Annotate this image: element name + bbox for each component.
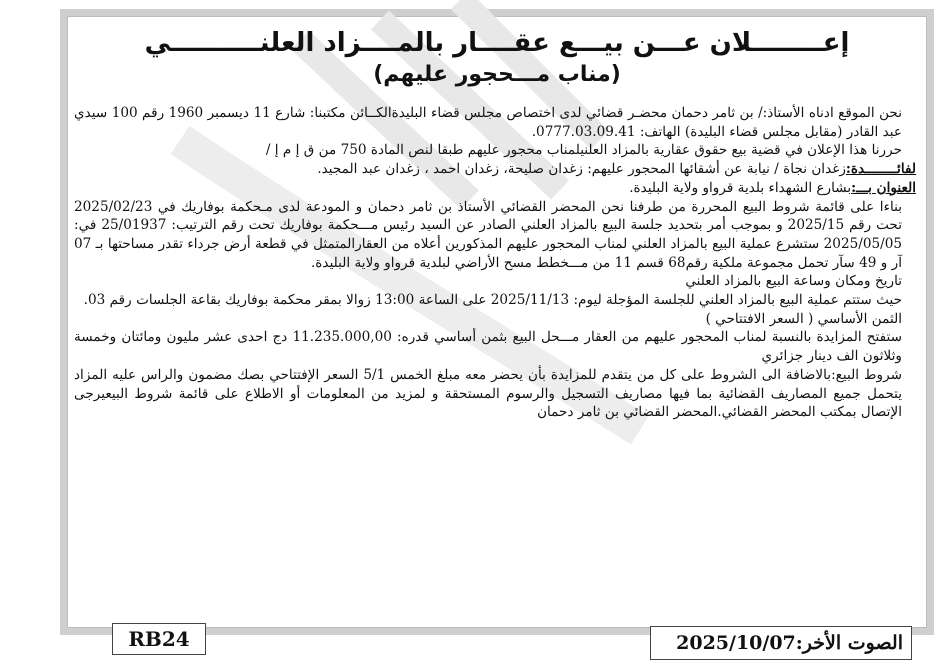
address-text: بشارع الشهداء بلدية قرواو ولاية البليدة. — [629, 179, 852, 196]
reference-code-box: RB24 — [112, 623, 206, 655]
announcement-subtitle: (مناب مـــحجور عليهم) — [373, 62, 621, 87]
heading-sale-time-place: تاريخ ومكان وساعة البيع بالمزاد العلني — [685, 273, 902, 290]
paragraph-sale-conditions: شروط البيع:بالاضافة الى الشروط على كل من يتقدم للمزايدة بأن يحضر معه مبلغ الخمس 5/1 السعر الإفتتاحي بصك مضمون والراس عليه المزاد يتحمل جميع المصاريف القضائية بما فيها مصاريف التسجيل والرسوم المستحقة و لمزيد من المعلومات أو الاطلاع على قائمة شروط البيعيرجى الإتصال بمكتب المحضر القضائي.المحضر القضائي بن ثامر دحمان — [74, 366, 902, 421]
announcement-body — [74, 104, 916, 422]
beneficiary-label: لفائــــــــدة: — [845, 161, 916, 178]
paragraph-beneficiary — [74, 160, 916, 179]
beneficiary-text: زغدان نجاة / نيابة عن أشقائها المحجور عليهم: زغدان صليحة، زغدان احمد ، زغدان عبد المجيد. — [317, 161, 846, 178]
heading-base-price: الثمن الأساسي ( السعر الافتتاحي ) — [705, 310, 902, 327]
announcement-title: إعــــــــلان عـــن بيـــع عقــــار بالمــــزاد العلنــــــــــي — [144, 28, 850, 58]
paragraph-bailiff: نحن الموقع ادناه الأستاذ:/ بن ثامر دحمان محضـر قضائي لدى اختصاص مجلس قضاء البليدةالكــائن مكتبنا: شارع 11 ديسمبر 1960 رقم 100 سيدي عبد القادر (مقابل مجلس قضاء البليدة) الهاتف: 0777.03.09.41. — [74, 105, 902, 140]
paragraph-case: حررنا هذا الإعلان في قضية بيع حقوق عقارية بالمزاد العلنيلمناب محجور عليهم طبقا لنص المادة 750 من ق إ م إ / — [265, 142, 902, 159]
address-label: العنوان بـــ: — [851, 179, 916, 196]
paragraph-property: بناءا على قائمة شروط البيع المحررة من طرفنا نحن المحضر القضائي الأستاذ بن ثامر دحمان و المودعة لدى مـحكمة بوفاريك في 2025/02/23 تحت رقم 2025/15 و بموجب أمر بتحديد جلسة البيع بالمزاد العلني الصادر عن السيد رئيس مـــحكمة بوفاريك تحت رقم الترتيب: 25/01937 في: 2025/05/05 ستشرع عملية البيع بالمزاد العلني لمناب المحجور عليهم المذكورين أعلاه من العقارالمتمثل في قطعة أرض جرداء تقدر مساحتها بـ 07 آر و 49 سآر تحمل مجموعة ملكية رقم68 قسم 11 من مـــخطط مسح الأراضي لبلدية قرواو ولاية البليدة. — [74, 198, 902, 271]
paragraph-address — [74, 179, 916, 198]
publication-date-box: الصوت الأخر:2025/10/07 — [650, 626, 912, 660]
paragraph-sale-date: حيث ستتم عملية البيع بالمزاد العلني للجلسة المؤجلة ليوم: 2025/11/13 على الساعة 13:00 زوالا بمقر محكمة بوفاريك بقاعة الجلسات رقم 03. — [83, 292, 902, 309]
paragraph-base-price: ستفتح المزايدة بالنسبة لمناب المحجور عليهم من العقار مـــحل البيع بثمن أساسي قدره: 11.235.000,00 دج احدى عشر مليون ومائتان وخمسة وثلاثون الف دينار جزائري — [74, 329, 902, 365]
